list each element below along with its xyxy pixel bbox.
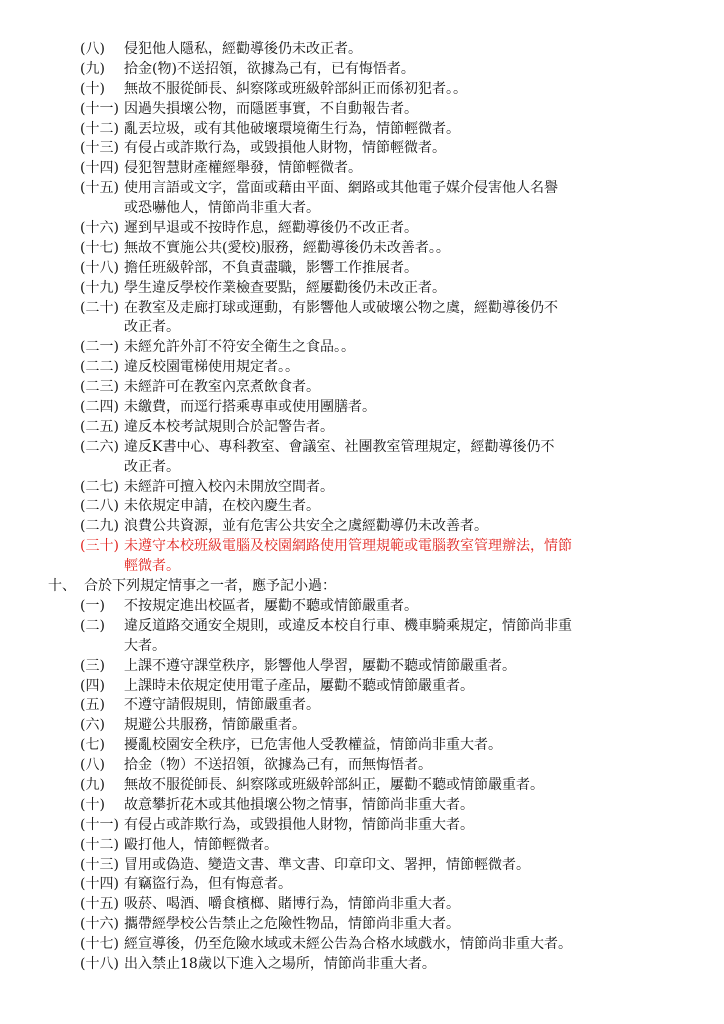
item-number: 十、 bbox=[48, 578, 76, 595]
list-item bbox=[0, 139, 724, 159]
item-number: (十) bbox=[80, 80, 105, 97]
item-text: 有侵占或詐欺行為，或毀損他人財物，情節尚非重大者。 bbox=[124, 816, 474, 833]
item-number: (四) bbox=[80, 677, 105, 694]
item-continuation bbox=[0, 637, 724, 657]
item-text: 未遵守本校班級電腦及校園網路使用管理規範或電腦教室管理辦法，情節 bbox=[124, 538, 572, 555]
section-heading bbox=[0, 577, 724, 597]
item-number: (二二) bbox=[80, 359, 119, 376]
item-number: (二) bbox=[80, 617, 105, 634]
list-item bbox=[0, 120, 724, 140]
list-item bbox=[0, 796, 724, 816]
item-text: 擔任班級幹部，不負責盡職，影響工作推展者。 bbox=[124, 259, 418, 276]
item-text: 不按規定進出校區者，屢勸不聽或情節嚴重者。 bbox=[124, 597, 418, 614]
item-text: 大者。 bbox=[124, 637, 166, 654]
item-text: 違反K書中心、專科教室、會議室、社團教室管理規定，經勸導後仍不 bbox=[124, 438, 555, 455]
item-text: 出入禁止18歲以下進入之場所，情節尚非重大者。 bbox=[124, 955, 436, 972]
item-continuation bbox=[0, 199, 724, 219]
item-number: (十二) bbox=[80, 120, 119, 137]
item-text: 擾亂校園安全秩序，已危害他人受教權益，情節尚非重大者。 bbox=[124, 737, 502, 754]
list-item bbox=[0, 299, 724, 319]
item-number: (三) bbox=[80, 657, 105, 674]
item-text: 在教室及走廊打球或運動，有影響他人或破壞公物之虞，經勸導後仍不 bbox=[124, 299, 558, 316]
list-item bbox=[0, 219, 724, 239]
item-text: 使用言語或文字，當面或藉由平面、網路或其他電子媒介侵害他人名譽 bbox=[124, 180, 558, 197]
list-item bbox=[0, 239, 724, 259]
list-item bbox=[0, 418, 724, 438]
item-text: 侵犯他人隱私，經勸導後仍未改正者。 bbox=[124, 41, 362, 57]
item-number: (十四) bbox=[80, 160, 119, 177]
item-continuation bbox=[0, 318, 724, 338]
item-text: 亂丟垃圾，或有其他破壞環境衛生行為，情節輕微者。 bbox=[124, 120, 460, 137]
list-item bbox=[0, 338, 724, 358]
item-number: (九) bbox=[80, 60, 105, 77]
item-number: (二一) bbox=[80, 339, 119, 356]
item-number: (二四) bbox=[80, 399, 119, 416]
list-item bbox=[0, 279, 724, 299]
list-item bbox=[0, 856, 724, 876]
item-text: 未依規定申請，在校內慶生者。 bbox=[124, 498, 320, 515]
item-number: (十三) bbox=[80, 856, 119, 873]
item-number: (十五) bbox=[80, 180, 119, 197]
item-number: (十一) bbox=[80, 816, 119, 833]
list-item bbox=[0, 517, 724, 537]
item-number: (十四) bbox=[80, 876, 119, 893]
item-text: 合於下列規定情事之一者，應予記小過： bbox=[84, 578, 336, 595]
item-number: (二十) bbox=[80, 299, 119, 316]
item-continuation bbox=[0, 557, 724, 577]
item-number: (十二) bbox=[80, 836, 119, 853]
item-text: 不遵守請假規則，情節嚴重者。 bbox=[124, 697, 320, 714]
item-text: 上課時未依規定使用電子產品，屢勸不聽或情節嚴重者。 bbox=[124, 677, 474, 694]
list-item bbox=[0, 398, 724, 418]
item-text: 上課不遵守課堂秩序，影響他人學習，屢勸不聽或情節嚴重者。 bbox=[124, 657, 516, 674]
item-number: (二三) bbox=[80, 379, 119, 396]
item-number: (十五) bbox=[80, 896, 119, 913]
item-number: (十一) bbox=[80, 100, 119, 117]
item-text: 經宣導後，仍至危險水域或未經公告為合格水域戲水，情節尚非重大者。 bbox=[124, 936, 572, 953]
item-number: (十六) bbox=[80, 220, 119, 237]
list-item bbox=[0, 179, 724, 199]
item-text: 違反道路交通安全規則，或違反本校自行車、機車騎乘規定，情節尚非重 bbox=[124, 617, 572, 634]
item-text: 未繳費，而逕行搭乘專車或使用團膳者。 bbox=[124, 399, 376, 416]
list-item bbox=[0, 378, 724, 398]
item-number: (十八) bbox=[80, 955, 119, 972]
list-item bbox=[0, 159, 724, 179]
item-text: 吸菸、喝酒、嚼食檳榔、賭博行為，情節尚非重大者。 bbox=[124, 896, 460, 913]
list-item bbox=[0, 259, 724, 279]
item-number: (十七) bbox=[80, 936, 119, 953]
item-number: (十) bbox=[80, 796, 105, 813]
item-text: 有竊盜行為，但有悔意者。 bbox=[124, 876, 292, 893]
item-number: (十六) bbox=[80, 916, 119, 933]
list-item bbox=[0, 438, 724, 458]
item-text: 有侵占或詐欺行為，或毀損他人財物，情節輕微者。 bbox=[124, 140, 446, 157]
list-item bbox=[0, 478, 724, 498]
list-item bbox=[0, 597, 724, 617]
item-text: 浪費公共資源，並有危害公共安全之虞經勸導仍未改善者。 bbox=[124, 518, 488, 535]
list-item bbox=[0, 816, 724, 836]
item-number: (一) bbox=[80, 597, 105, 614]
list-item bbox=[0, 60, 724, 80]
item-number: (三十) bbox=[80, 538, 119, 555]
item-text: 未經允許外訂不符安全衛生之食品。。 bbox=[124, 339, 355, 356]
item-text: 未經許可在教室內烹煮飲食者。 bbox=[124, 379, 320, 396]
item-text: 輕微者。 bbox=[124, 558, 180, 575]
rule-list bbox=[0, 40, 724, 975]
item-text: 學生違反學校作業檢查要點，經屢勸後仍未改正者。 bbox=[124, 279, 446, 296]
list-item bbox=[0, 955, 724, 975]
item-text: 違反校園電梯使用規定者。。 bbox=[124, 359, 299, 376]
list-item bbox=[0, 100, 724, 120]
list-item bbox=[0, 677, 724, 697]
item-text: 故意攀折花木或其他損壞公物之情事，情節尚非重大者。 bbox=[124, 796, 474, 813]
list-item bbox=[0, 756, 724, 776]
item-number: (七) bbox=[80, 737, 105, 754]
item-number: (十七) bbox=[80, 239, 119, 256]
list-item bbox=[0, 617, 724, 637]
item-text: 無故不實施公共(愛校)服務，經勸導後仍未改善者。。 bbox=[124, 239, 450, 256]
item-text: 規避公共服務，情節嚴重者。 bbox=[124, 717, 306, 734]
item-number: (六) bbox=[80, 717, 105, 734]
item-text: 無故不服從師長、糾察隊或班級幹部糾正，屢勸不聽或情節嚴重者。 bbox=[124, 776, 544, 793]
list-item bbox=[0, 497, 724, 517]
item-text: 改正者。 bbox=[124, 458, 180, 475]
list-item bbox=[0, 776, 724, 796]
item-text: 遲到早退或不按時作息，經勸導後仍不改正者。 bbox=[124, 220, 418, 237]
list-item bbox=[0, 696, 724, 716]
list-item bbox=[0, 915, 724, 935]
list-item bbox=[0, 935, 724, 955]
list-item bbox=[0, 40, 724, 60]
item-text: 攜帶經學校公告禁止之危險性物品，情節尚非重大者。 bbox=[124, 916, 460, 933]
list-item bbox=[0, 736, 724, 756]
item-number: (八) bbox=[80, 41, 105, 57]
list-item bbox=[0, 657, 724, 677]
list-item bbox=[0, 80, 724, 100]
item-text: 未經許可擅入校內未開放空間者。 bbox=[124, 478, 334, 495]
item-number: (十八) bbox=[80, 259, 119, 276]
list-item bbox=[0, 875, 724, 895]
item-text: 改正者。 bbox=[124, 319, 180, 336]
list-item bbox=[0, 895, 724, 915]
item-number: (二七) bbox=[80, 478, 119, 495]
item-number: (五) bbox=[80, 697, 105, 714]
item-number: (二九) bbox=[80, 518, 119, 535]
item-text: 違反本校考試規則合於記警告者。 bbox=[124, 418, 334, 435]
item-number: (十三) bbox=[80, 140, 119, 157]
item-number: (十九) bbox=[80, 279, 119, 296]
list-item bbox=[0, 716, 724, 736]
item-text: 因過失損壞公物，而隱匿事實，不自動報告者。 bbox=[124, 100, 418, 117]
item-continuation bbox=[0, 458, 724, 478]
item-number: (二六) bbox=[80, 438, 119, 455]
item-text: 冒用或偽造、變造文書、準文書、印章印文、署押，情節輕微者。 bbox=[124, 856, 530, 873]
item-text: 侵犯智慧財產權經舉發，情節輕微者。 bbox=[124, 160, 362, 177]
list-item bbox=[0, 537, 724, 557]
item-number: (九) bbox=[80, 776, 105, 793]
list-item bbox=[0, 358, 724, 378]
item-text: 或恐嚇他人，情節尚非重大者。 bbox=[124, 200, 320, 217]
item-text: 拾金（物）不送招領，欲據為己有，而無悔悟者。 bbox=[124, 757, 432, 774]
item-number: (八) bbox=[80, 757, 105, 774]
item-text: 拾金(物)不送招領，欲據為己有，已有悔悟者。 bbox=[124, 60, 415, 77]
item-text: 毆打他人，情節輕微者。 bbox=[124, 836, 278, 853]
list-item bbox=[0, 836, 724, 856]
item-number: (二五) bbox=[80, 418, 119, 435]
item-number: (二八) bbox=[80, 498, 119, 515]
item-text: 無故不服從師長、糾察隊或班級幹部糾正而係初犯者。。 bbox=[124, 80, 467, 97]
